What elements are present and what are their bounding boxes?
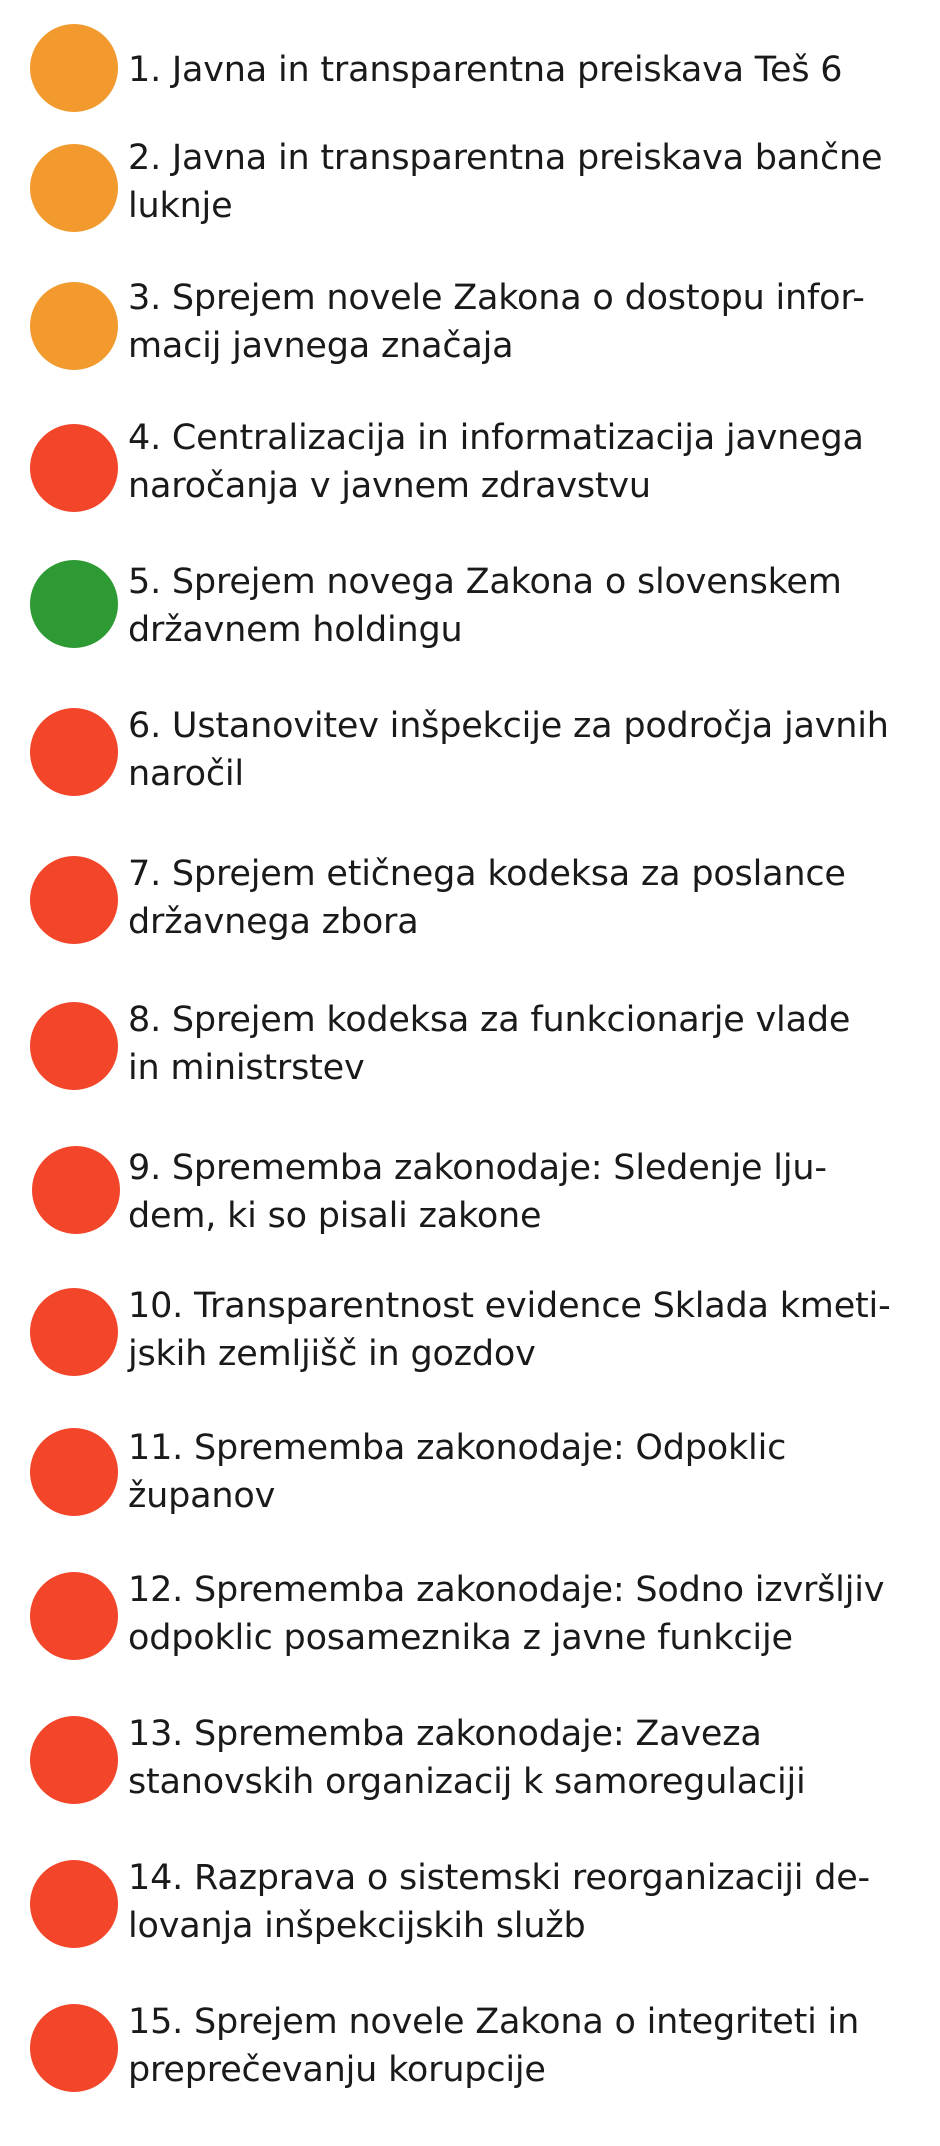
item-label: 1. Javna in transparentna preiskava Teš 6: [128, 50, 843, 90]
list-item: [0, 1712, 940, 1812]
status-dot-icon: [30, 424, 118, 512]
status-dot-icon: [30, 1716, 118, 1804]
item-label: 3. Sprejem novele Zakona o dostopu infor- macij javnega značaja: [128, 278, 865, 366]
list-item: [0, 704, 940, 804]
item-label: 6. Ustanovitev inšpekcije za področja javnih naročil: [128, 706, 889, 794]
status-dot-icon: [30, 24, 118, 112]
list-item: [0, 998, 940, 1098]
status-dot-icon: [30, 144, 118, 232]
item-label: 8. Sprejem kodeksa za funkcionarje vlade in ministrstev: [128, 1000, 851, 1088]
item-label: 5. Sprejem novega Zakona o slovenskem državnem holdingu: [128, 562, 842, 650]
status-dot-icon: [30, 282, 118, 370]
list-item: [0, 556, 940, 656]
list-item: [0, 2000, 940, 2100]
list-item: [0, 16, 940, 116]
item-label: 11. Sprememba zakonodaje: Odpoklic županov: [128, 1428, 787, 1516]
item-label: 14. Razprava o sistemski reorganizaciji de- lovanja inšpekcijskih služb: [128, 1858, 870, 1946]
list-item: [0, 140, 940, 240]
status-dot-icon: [30, 1428, 118, 1516]
status-dot-icon: [30, 1288, 118, 1376]
item-label: 15. Sprejem novele Zakona o integriteti in preprečevanju korupcije: [128, 2002, 860, 2090]
item-label: 9. Sprememba zakonodaje: Sledenje lju- dem, ki so pisali zakone: [128, 1148, 827, 1236]
item-label: 2. Javna in transparentna preiskava bančne luknje: [128, 138, 883, 226]
list-item: [0, 1424, 940, 1524]
list-item: [0, 852, 940, 952]
item-label: 4. Centralizacija in informatizacija javnega naročanja v javnem zdravstvu: [128, 418, 864, 506]
status-dot-icon: [30, 1860, 118, 1948]
list-item: [0, 420, 940, 520]
status-dot-icon: [30, 856, 118, 944]
status-dot-icon: [30, 560, 118, 648]
status-dot-icon: [32, 1146, 120, 1234]
list-item: [0, 1142, 940, 1242]
item-label: 13. Sprememba zakonodaje: Zaveza stanovskih organizacij k samoregulaciji: [128, 1714, 806, 1802]
item-label: 7. Sprejem etičnega kodeksa za poslance državnega zbora: [128, 854, 846, 942]
list-item: [0, 1284, 940, 1384]
status-dot-icon: [30, 2004, 118, 2092]
list-item: [0, 1568, 940, 1668]
list-item: [0, 278, 940, 378]
status-dot-icon: [30, 708, 118, 796]
list-item: [0, 1856, 940, 1956]
item-label: 10. Transparentnost evidence Sklada kmeti- jskih zemljišč in gozdov: [128, 1286, 891, 1374]
item-label: 12. Sprememba zakonodaje: Sodno izvršljiv odpoklic posameznika z javne funkcije: [128, 1570, 885, 1658]
status-dot-icon: [30, 1572, 118, 1660]
status-dot-icon: [30, 1002, 118, 1090]
